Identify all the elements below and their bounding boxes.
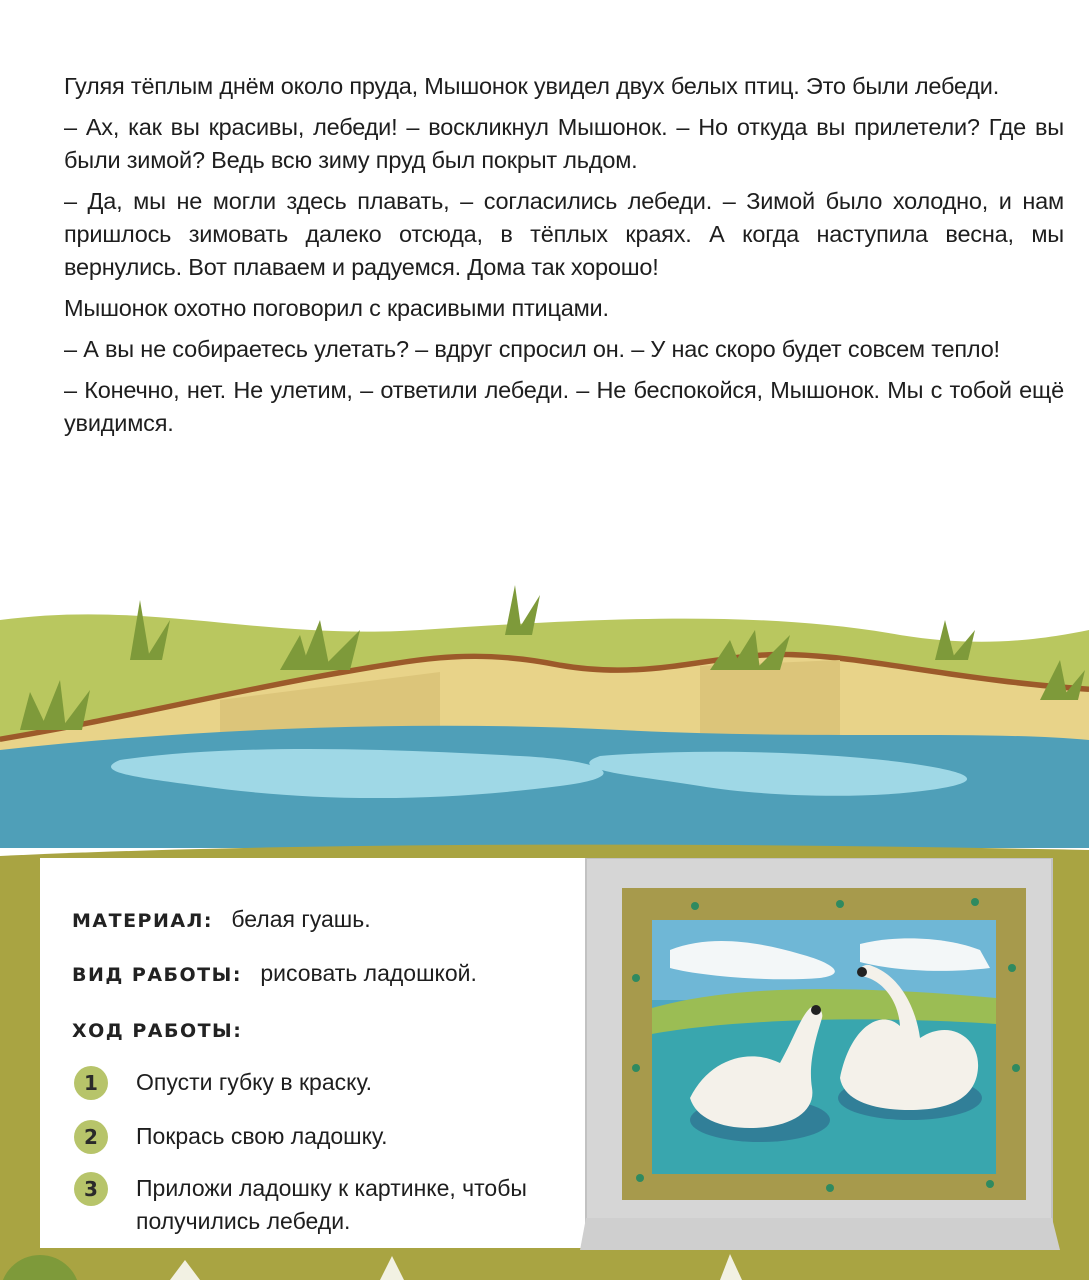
story-paragraph-3: – Да, мы не могли здесь плавать, – согласились лебеди. – Зимой было холодно, и нам пришлось зимовать далеко отсюда, в тёплых краях. А когда наступила весна, мы вернулись. Вот плаваем и радуемся. Дома так хорошо! (64, 188, 1064, 280)
step-number-badge: 1 (74, 1066, 108, 1100)
step-text: Опусти губку в краску. (136, 1069, 373, 1095)
story-paragraph-1: Гуляя тёплым днём около пруда, Мышонок увидел двух белых птиц. Это были лебеди. (64, 73, 1000, 99)
instructions-panel (40, 858, 588, 1248)
step-2 (74, 1120, 536, 1154)
material-row (72, 906, 371, 933)
story-paragraph-6: – Конечно, нет. Не улетим, – ответили лебеди. – Не беспокойся, Мышонок. Мы с тобой ещё увидимся. (64, 377, 1064, 436)
process-label: ХОД РАБОТЫ: (72, 1020, 243, 1042)
step-text: Покрась свою ладошку. (136, 1123, 388, 1149)
story-paragraph-5: – А вы не собираетесь улетать? – вдруг спросил он. – У нас скоро будет совсем тепло! (64, 336, 1000, 362)
story-paragraph-2: – Ах, как вы красивы, лебеди! – воскликнул Мышонок. – Но откуда вы прилетели? Где вы были зимой? Ведь всю зиму пруд был покрыт льдом. (64, 114, 1064, 173)
material-value: белая гуашь. (231, 906, 371, 932)
process-row (72, 1016, 254, 1043)
story-paragraph-4: Мышонок охотно поговорил с красивыми птицами. (64, 295, 609, 321)
work-type-row (72, 960, 477, 987)
step-text: Приложи ладошку к картинке, чтобы получились лебеди. (136, 1175, 527, 1234)
material-label: МАТЕРИАЛ: (72, 910, 213, 932)
step-1 (74, 1066, 536, 1100)
step-number-badge: 3 (74, 1172, 108, 1206)
step-3 (74, 1172, 536, 1238)
step-number-badge: 2 (74, 1120, 108, 1154)
work-type-value: рисовать ладошкой. (260, 960, 477, 986)
work-type-label: ВИД РАБОТЫ: (72, 964, 242, 986)
framed-swans-picture (580, 858, 1060, 1250)
story-text (64, 70, 1064, 448)
